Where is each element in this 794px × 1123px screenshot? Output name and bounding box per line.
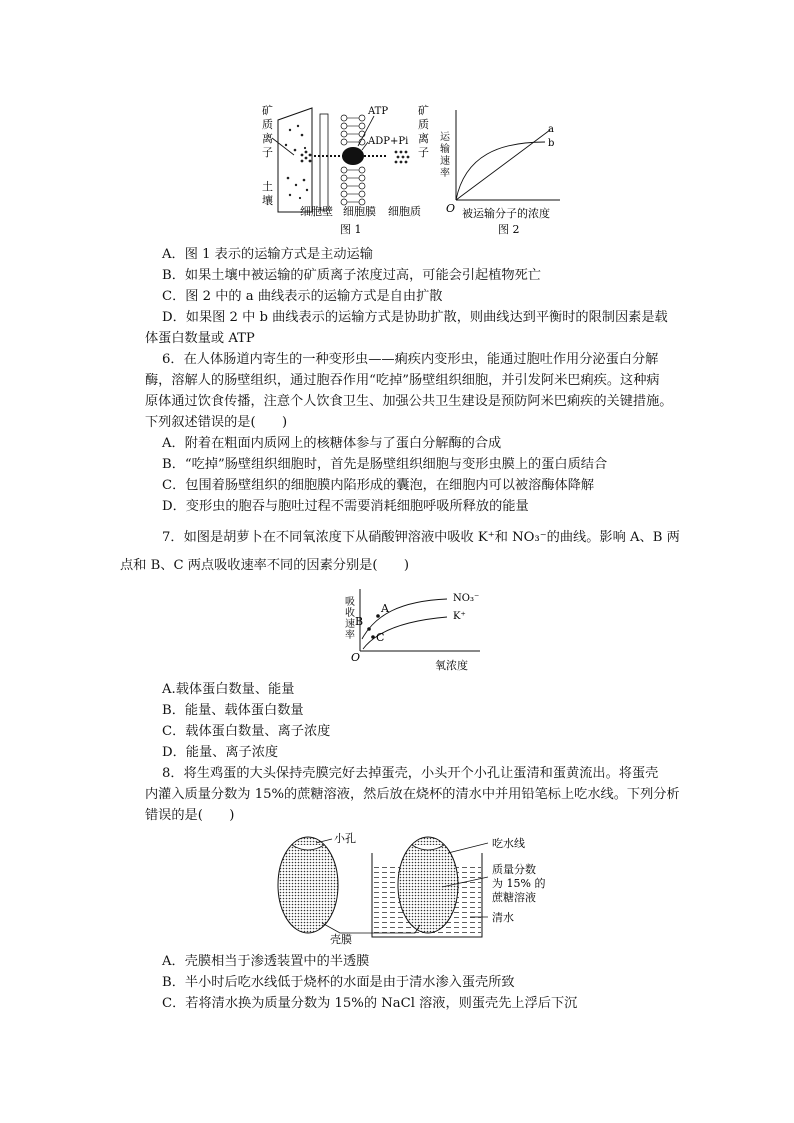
- curve-b-label: b: [548, 138, 555, 149]
- svg-text:质: 质: [262, 118, 273, 131]
- label-mineral-right: [418, 103, 429, 159]
- svg-text:离: 离: [418, 132, 429, 145]
- curve-no3: [362, 599, 447, 639]
- svg-text:壤: 壤: [262, 194, 273, 207]
- q6-option-a: A．附着在粗面内质网上的核糖体参与了蛋白分解酶的合成: [162, 436, 502, 451]
- point-c: C: [376, 631, 385, 644]
- q6-stem-3: 原体通过饮食传播，注意个人饮食卫生、加强公共卫生建设是预防阿米巴痢疾的关键措施。: [145, 394, 673, 409]
- egg-left: [278, 837, 338, 933]
- q6-stem-2: 酶，溶解人的肠壁组织，通过胞吞作用“吃掉”肠壁组织细胞，并引发阿米巴痢疾。这种病: [145, 373, 660, 388]
- label-membrane: 细胞膜: [343, 205, 376, 218]
- svg-text:矿: 矿: [418, 104, 429, 117]
- q5-option-c: C．图 2 中的 a 曲线表示的运输方式是自由扩散: [162, 289, 443, 304]
- svg-text:矿: 矿: [262, 104, 273, 117]
- q5-option-a: A．图 1 表示的运输方式是主动运输: [162, 247, 373, 262]
- q7-option-d: D．能量、离子浓度: [162, 745, 279, 760]
- q8-option-c: C．若将清水换为质量分数为 15%的 NaCl 溶液，则蛋壳先上浮后下沉: [162, 996, 578, 1011]
- svg-text:收: 收: [345, 608, 355, 619]
- fig2-xlabel: 被运输分子的浓度: [462, 207, 550, 220]
- label-cytoplasm: 细胞质: [388, 205, 421, 218]
- q5-option-d: D．如果图 2 中 b 曲线表示的运输方式是协助扩散，则曲线达到平衡时的限制因素是载: [162, 310, 668, 325]
- q7-origin: O: [351, 651, 361, 664]
- q6-stem-1: 6．在人体肠道内寄生的一种变形虫——痢疾内变形虫，能通过胞吐作用分泌蛋白分解: [162, 352, 659, 367]
- q8-option-a: A．壳膜相当于渗透装置中的半透膜: [162, 954, 370, 969]
- svg-text:土: 土: [262, 180, 273, 193]
- curve-a-label: a: [548, 124, 554, 135]
- svg-text:输: 输: [440, 144, 450, 155]
- point-b: B: [355, 615, 364, 628]
- ion-cluster-right: [395, 151, 410, 164]
- label-waterline: 吃水线: [492, 837, 525, 850]
- label-water: 清水: [492, 911, 514, 924]
- q7-stem-1: 7．如图是胡萝卜在不同氧浓度下从硝酸钾溶液中吸收 K⁺和 NO₃⁻的曲线。影响 A、B 两: [162, 530, 680, 545]
- cell-wall: [320, 114, 328, 210]
- label-membrane: 壳膜: [330, 933, 352, 945]
- svg-text:子: 子: [418, 146, 429, 159]
- soil-particles: [285, 125, 308, 199]
- q7-stem-2: 点和 B、C 两点吸收速率不同的因素分别是( ): [120, 558, 410, 573]
- svg-text:率: 率: [440, 168, 450, 179]
- q8-option-b: B．半小时后吃水线低于烧杯的水面是由于清水渗入蛋壳所致: [162, 975, 515, 990]
- egg-right: [398, 837, 458, 933]
- svg-text:率: 率: [345, 630, 355, 641]
- point-a: A: [381, 602, 389, 615]
- q8-stem-2: 内灌入质量分数为 15%的蔗糖溶液，然后放在烧杯的清水中并用铅笔标上吃水线。下列分析: [145, 787, 680, 802]
- fig2-caption: 图 2: [498, 223, 520, 236]
- series-k-label: K⁺: [453, 611, 466, 622]
- figure-1-2: [250, 100, 580, 240]
- label-sol-3: 蔗糖溶液: [492, 891, 536, 904]
- q8-stem-3: 错误的是( ): [145, 808, 235, 823]
- carrier-protein: [342, 147, 364, 165]
- svg-text:运: 运: [440, 132, 450, 143]
- svg-text:质: 质: [418, 118, 429, 131]
- q5-option-d-cont: 体蛋白数量或 ATP: [145, 331, 255, 346]
- q8-figure: [270, 825, 570, 945]
- svg-text:子: 子: [262, 146, 273, 159]
- ion-cluster: [301, 151, 312, 163]
- label-sol-2: 为 15% 的: [492, 877, 546, 890]
- svg-text:离: 离: [262, 132, 273, 145]
- q6-option-d: D．变形虫的胞吞与胞吐过程不需要消耗细胞呼吸所释放的能量: [162, 499, 529, 514]
- curve-b: [456, 142, 545, 200]
- curve-a: [456, 130, 550, 200]
- label-mineral-left: [262, 103, 273, 159]
- pointer-line: [272, 138, 294, 155]
- fig1-caption: 图 1: [340, 223, 362, 236]
- fig2-ylabel: [440, 131, 451, 179]
- atp-label: ATP: [368, 106, 389, 117]
- label-soil: [262, 179, 273, 207]
- label-wall: 细胞壁: [300, 205, 333, 218]
- fig2-origin: O: [446, 202, 456, 215]
- q7-ylabel: [345, 596, 355, 641]
- fig2-chart: [440, 110, 560, 236]
- soil-block: [278, 108, 312, 212]
- svg-text:吸: 吸: [345, 597, 355, 608]
- label-sol-1: 质量分数: [492, 863, 536, 876]
- q7-chart: [315, 585, 485, 675]
- adp-label: ADP+Pi: [368, 136, 409, 147]
- q7-option-c: C．载体蛋白数量、离子浓度: [162, 724, 331, 739]
- label-hole: 小孔: [334, 832, 356, 845]
- q5-option-b: B．如果土壤中被运输的矿质离子浓度过高，可能会引起植物死亡: [162, 268, 541, 283]
- svg-text:速: 速: [345, 619, 355, 630]
- series-no3-label: NO₃⁻: [453, 593, 480, 604]
- q6-stem-4: 下列叙述错误的是( ): [145, 415, 288, 430]
- q8-stem-1: 8．将生鸡蛋的大头保持壳膜完好去掉蛋壳，小头开个小孔让蛋清和蛋黄流出。将蛋壳: [162, 766, 659, 781]
- q6-option-b: B．“吃掉”肠壁组织细胞时，首先是肠壁组织细胞与变形虫膜上的蛋白质结合: [162, 457, 608, 472]
- q7-option-b: B．能量、载体蛋白数量: [162, 703, 304, 718]
- svg-text:速: 速: [440, 156, 450, 167]
- q7-xlabel: 氧浓度: [435, 659, 468, 672]
- q6-option-c: C．包围着肠壁组织的细胞膜内陷形成的囊泡，在细胞内可以被溶酶体降解: [162, 478, 595, 493]
- q7-option-a: A.载体蛋白数量、能量: [162, 682, 295, 697]
